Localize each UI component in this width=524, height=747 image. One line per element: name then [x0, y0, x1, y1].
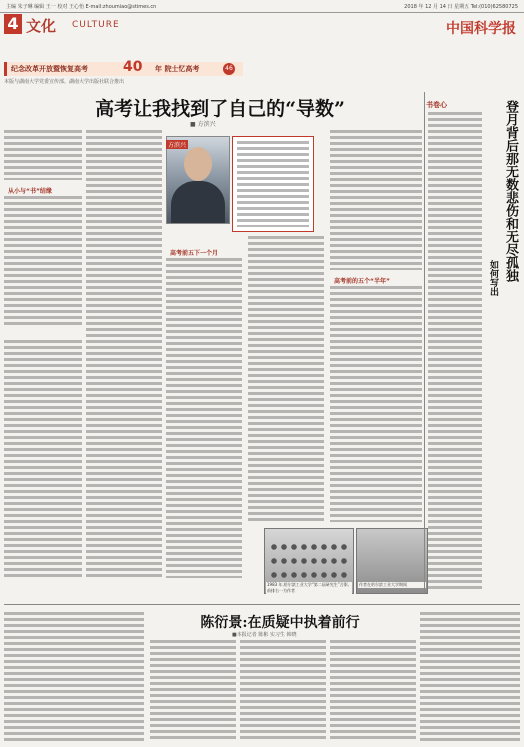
text-block	[4, 196, 82, 326]
text-block	[86, 130, 162, 580]
section-number: 4	[4, 14, 22, 34]
text-block	[330, 640, 416, 742]
section-divider	[4, 604, 520, 605]
photo-caption-2: 作者在哈尔滨工业大学期间	[358, 582, 426, 588]
column-divider	[424, 92, 425, 592]
text-block	[240, 640, 326, 742]
sponsor-line: 本版与湖南大学党委宣传部、湖南大学出版社联合推出	[4, 79, 125, 85]
banner-years: 40	[123, 59, 143, 75]
subhead-2: 高考前五下一个月	[170, 250, 219, 257]
article2-headline: 陈衍景:在质疑中执着前行	[200, 615, 360, 631]
text-block	[4, 612, 144, 742]
section-name-en: CULTURE	[72, 20, 120, 30]
text-block	[150, 640, 236, 742]
text-block	[428, 112, 482, 592]
banner-series: 年 院士忆高考	[155, 65, 200, 73]
series-banner	[4, 59, 243, 76]
author-portrait	[166, 136, 230, 224]
sidebar-title: 书卷心	[426, 101, 447, 109]
section-header	[4, 14, 520, 50]
pull-quote-box	[232, 136, 314, 232]
article-headline: 高考让我找到了自己的“导数”	[95, 98, 345, 120]
banner-text: 纪念改革开放暨恢复高考	[11, 65, 88, 73]
sidebar-vertical-sub: 如何写出	[488, 260, 498, 296]
sidebar-vertical-headline: 登月背后那无数悲伤和无尽孤独	[503, 100, 518, 282]
text-block	[330, 130, 422, 270]
portrait-label: 方滨兴	[168, 142, 187, 149]
text-block	[330, 286, 422, 522]
date-info: 2018 年 12 月 14 日 星期五 Tel:(010)62580725	[404, 4, 518, 10]
article-byline: ■ 方滨兴	[190, 121, 216, 128]
text-block	[4, 340, 82, 580]
banner-badge: 46	[223, 63, 235, 75]
text-block	[166, 258, 242, 578]
newspaper-logo: 中国科学报	[446, 21, 516, 37]
article2-byline: ■本报记者 陈彬 实习生 韩晓	[232, 632, 297, 638]
photo-caption-1: 1983 年,哈尔滨工业大学“第二届研究生”合影,前排右一为作者	[266, 582, 352, 594]
editor-info: 主编 朱子琳 编辑 王一 校对 王心怡 E-mail:zhoumiao@stimes.cn	[6, 4, 157, 10]
text-block	[4, 130, 82, 180]
subhead-3: 高考前的五个“半年”	[334, 278, 390, 285]
page-header-bar	[0, 0, 524, 13]
text-block	[248, 236, 324, 522]
subhead-1: 从小与“书”结缘	[8, 188, 52, 195]
section-name: 文化	[26, 17, 57, 35]
text-block	[420, 612, 520, 742]
